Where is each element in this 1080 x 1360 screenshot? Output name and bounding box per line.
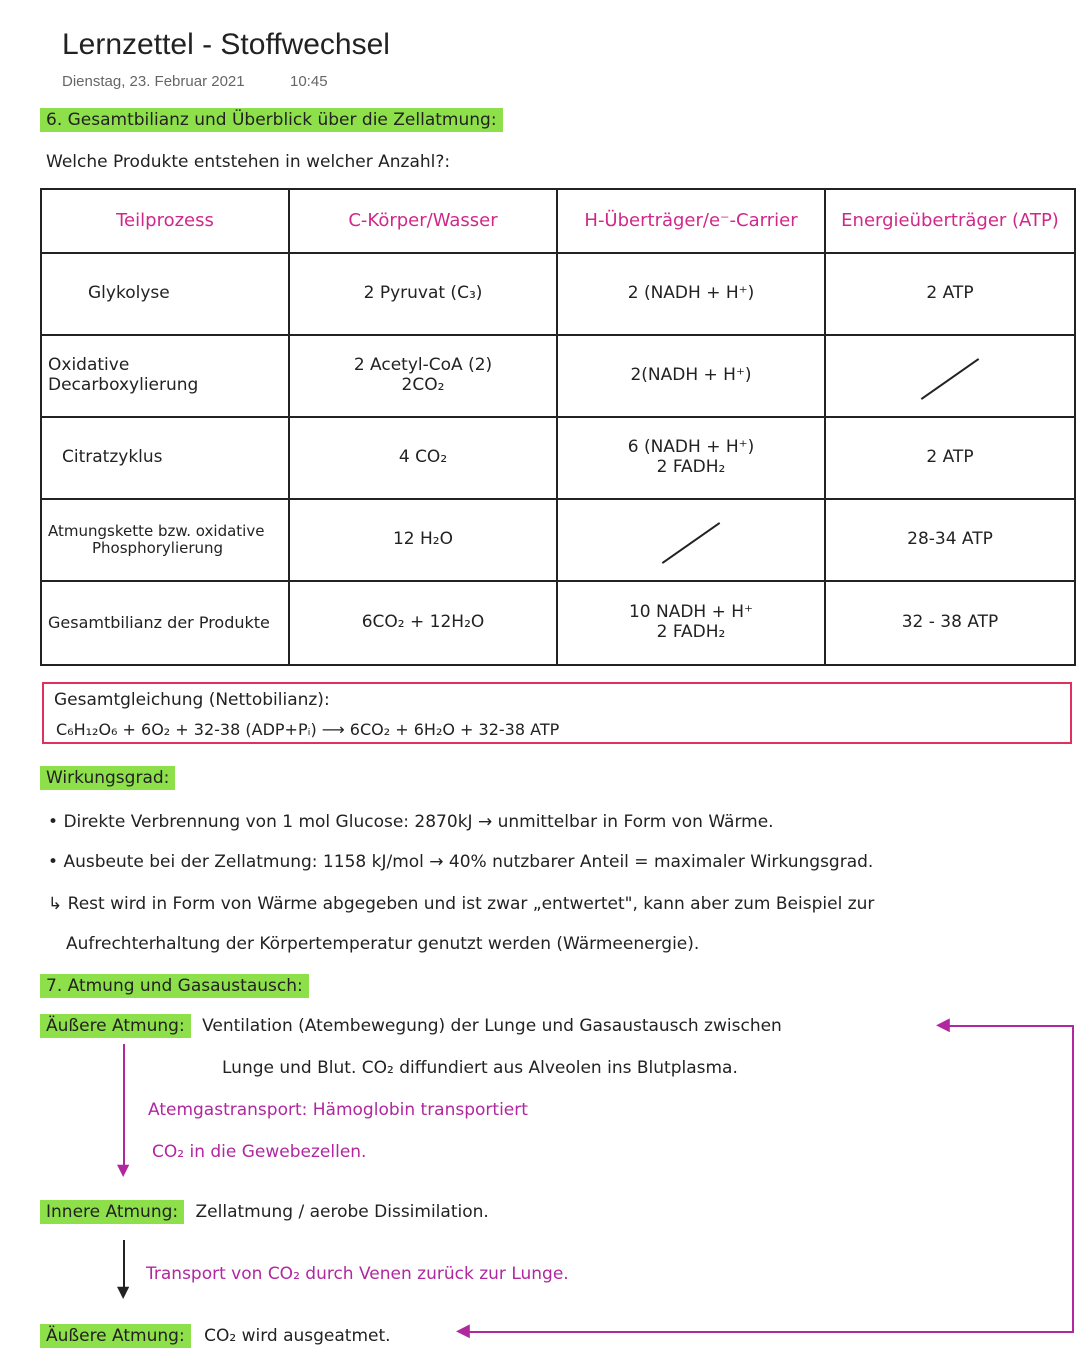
atp-cell: 2 ATP: [825, 417, 1075, 499]
transport-line-1: Atemgastransport: Hämoglobin transportiert: [148, 1100, 528, 1120]
process-cell: Glykolyse: [41, 253, 289, 335]
carbon-cell: 4 CO₂: [289, 417, 557, 499]
process-line-2: Phosphorylierung: [92, 539, 224, 557]
atp-cell: 28-34 ATP: [825, 499, 1075, 581]
table-row: [41, 335, 1075, 417]
inner-breathing-row: [40, 1202, 489, 1222]
efficiency-bullet-1: • Direkte Verbrennung von 1 mol Glucose: 2870kJ → unmittelbar in Form von Wärme.: [48, 812, 774, 832]
section6-question: Welche Produkte entstehen in welcher Anzahl?:: [46, 152, 451, 172]
process-cell: Gesamtbilianz der Produkte: [41, 581, 289, 665]
carbon-cell: 12 H₂O: [289, 499, 557, 581]
process-cell: Citratzyklus: [41, 417, 289, 499]
section7-heading: 7. Atmung und Gasaustausch:: [40, 976, 309, 996]
strike-mark: [662, 522, 720, 564]
down-arrow-head-1: ▼: [117, 1160, 130, 1179]
efficiency-bullet-2: • Ausbeute bei der Zellatmung: 1158 kJ/mol → 40% nutzbarer Anteil = maximaler Wirkungsgrad.: [48, 852, 874, 872]
inner-breathing-text: Zellatmung / aerobe Dissimilation.: [195, 1202, 489, 1222]
section6-heading: 6. Gesamtbilianz und Überblick über die Zellatmung:: [40, 110, 503, 130]
carbon-line-2: 2CO₂: [401, 375, 445, 395]
table-row: [41, 499, 1075, 581]
transport-back-text: Transport von CO₂ durch Venen zurück zur Lunge.: [146, 1264, 569, 1284]
carbon-cell: 6CO₂ + 12H₂O: [289, 581, 557, 665]
h-carrier-cell: [557, 581, 825, 665]
equation-text: C₆H₁₂O₆ + 6O₂ + 32-38 (ADP+Pᵢ) ⟶ 6CO₂ + 6H₂O + 32-38 ATP: [56, 720, 560, 739]
table-header-row: [41, 189, 1075, 253]
page-title: Lernzettel - Stoffwechsel: [62, 28, 390, 61]
header-carbon: C-Körper/Wasser: [289, 189, 557, 253]
carbon-cell: [289, 335, 557, 417]
outer-breathing-row: [40, 1016, 782, 1036]
outer-breathing-label-2: Äußere Atmung:: [40, 1324, 191, 1348]
h-carrier-cell-empty: [557, 499, 825, 581]
down-arrow-shaft-1: [123, 1044, 125, 1166]
atp-cell: 2 ATP: [825, 253, 1075, 335]
cycle-arrow-bottom: [466, 1331, 1074, 1333]
header-atp: Energieüberträger (ATP): [825, 189, 1075, 253]
equation-box: [42, 682, 1072, 744]
header-process: Teilprozess: [41, 189, 289, 253]
outer-breathing-label: Äußere Atmung:: [40, 1014, 191, 1038]
table-row: [41, 253, 1075, 335]
h-carrier-cell: 2 (NADH + H⁺): [557, 253, 825, 335]
efficiency-rest-2: Aufrechterhaltung der Körpertemperatur genutzt werden (Wärmeenergie).: [66, 934, 700, 954]
exhale-row: [40, 1326, 391, 1346]
atp-cell-empty: [825, 335, 1075, 417]
process-line-1: Atmungskette bzw. oxidative: [48, 521, 265, 540]
cycle-arrow-head-bottom: ◀: [456, 1320, 470, 1341]
outer-breathing-text-2: Lunge und Blut. CO₂ diffundiert aus Alveolen ins Blutplasma.: [222, 1058, 738, 1078]
h-carrier-line-1: 6 (NADH + H⁺): [627, 437, 755, 458]
page-date: Dienstag, 23. Februar 2021: [62, 73, 245, 90]
cycle-arrow-top: [946, 1025, 1074, 1027]
header-h-carrier: H-Überträger/e⁻-Carrier: [557, 189, 825, 253]
equation-label: Gesamtgleichung (Nettobilianz):: [54, 690, 330, 710]
h-carrier-line-2: 2 FADH₂: [656, 622, 726, 642]
h-carrier-cell: [557, 417, 825, 499]
h-carrier-line-1: 10 NADH + H⁺: [628, 602, 754, 623]
table-row: [41, 417, 1075, 499]
carbon-line-1: 2 Acetyl-CoA (2): [353, 355, 493, 376]
strike-mark: [921, 358, 979, 400]
h-carrier-line-2: 2 FADH₂: [656, 457, 726, 477]
efficiency-heading: Wirkungsgrad:: [40, 768, 175, 788]
process-cell: [41, 499, 289, 581]
overview-table: [40, 188, 1076, 666]
process-cell: Oxidative Decarboxylierung: [41, 335, 289, 417]
efficiency-rest-1: ↳ Rest wird in Form von Wärme abgegeben und ist zwar „entwertet", kann aber zum Beispiel zur: [48, 894, 875, 914]
down-arrow-head-2: ▼: [117, 1282, 130, 1301]
table-row: [41, 581, 1075, 665]
cycle-arrow-head-top: ◀: [936, 1014, 950, 1035]
down-arrow-shaft-2: [123, 1240, 125, 1288]
transport-line-2: CO₂ in die Gewebezellen.: [152, 1142, 367, 1162]
page-time: 10:45: [290, 73, 328, 90]
inner-breathing-label: Innere Atmung:: [40, 1200, 184, 1224]
cycle-arrow-right: [1072, 1025, 1074, 1332]
exhale-text: CO₂ wird ausgeatmet.: [204, 1326, 391, 1346]
atp-cell: 32 - 38 ATP: [825, 581, 1075, 665]
outer-breathing-text-1: Ventilation (Atembewegung) der Lunge und Gasaustausch zwischen: [202, 1016, 782, 1036]
carbon-cell: 2 Pyruvat (C₃): [289, 253, 557, 335]
h-carrier-cell: 2(NADH + H⁺): [557, 335, 825, 417]
